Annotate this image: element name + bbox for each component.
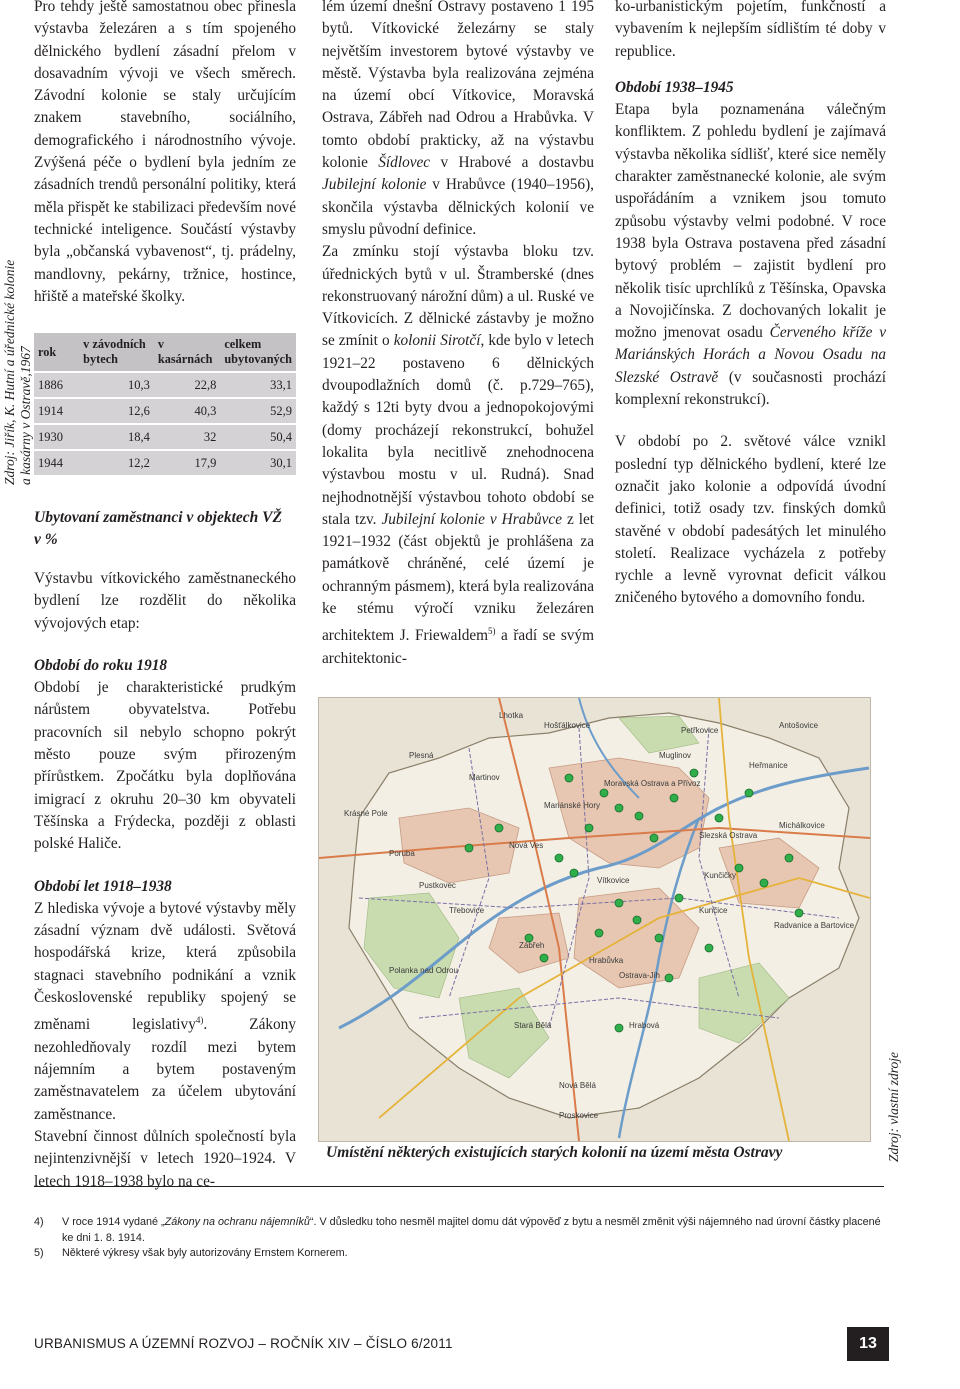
page-number: 13 xyxy=(847,1327,889,1361)
journal-footer: URBANISMUS A ÚZEMNÍ ROZVOJ – ROČNÍK XIV – ČÍSLO 6/2011 xyxy=(34,1336,453,1351)
colony-marker xyxy=(675,894,683,902)
map-label: Michálkovice xyxy=(779,821,825,830)
cell: 1944 xyxy=(34,450,79,475)
colony-marker xyxy=(795,909,803,917)
map-label: Pustkovec xyxy=(419,881,456,890)
colony-marker xyxy=(465,844,473,852)
colony-marker xyxy=(540,954,548,962)
col2-paragraph-1: lém území dnešní Ostravy postaveno 1 195 bytů. Vítkovické železárny se staly největším investorem bytové výstavby ve městě. Výstavba byla realizována zejména na území obcí Vítkovice, Moravská Ostrava, Zábřeh nad Odrou a Hrabůvka. V tomto období prakticky, až na výstavbu kolonie Šídlovec v Hrabové a dostavbu Jubilejní kolonie v Hrabůvce (1940–1956), skončila výstavba dělnických kolonií ve smyslu původní definice. xyxy=(322,0,594,238)
colony-marker xyxy=(715,814,723,822)
period2-text: Z hlediska vývoje a bytové výstavby měly zásadní význam dvě události. Světová hospodářská krize, která způsobila stagnaci stavebního podnikání a vznik Československé republiky spojený se změnami legislativy$^{4)}$. Zákony nezohledňovaly rozdíl mezi bytem nájemním a bytem postaveným zaměstnavatelem za účelem ubytování zaměstnance. xyxy=(34,899,296,1123)
map-label: Petřkovice xyxy=(681,726,719,735)
etapy-intro: Výstavbu vítkovického zaměstnaneckého bydlení lze rozdělit do několika vývojových etap: xyxy=(34,570,296,632)
colony-marker xyxy=(615,899,623,907)
col3-paragraph-3: V období po 2. světové válce vznikl poslední typ dělnického bydlení, které lze označit jako kolonie a odpovídá úvodní definici, totiž osady tzv. finských domků stavěné v období padesátých let minulého století. Realizace vycházela z potřeby rychle a levně vyrovnat deficit válkou zničeného bytového a domovního fondu. xyxy=(615,433,886,607)
colony-marker xyxy=(585,824,593,832)
period1-text: Období je charakteristické prudkým nárůstem obyvatelstva. Potřebu pracovních sil nebylo schopno pokrýt město pouze svým přirozeným přírůstkem. Zpočátku byla doplňována imigrací z okruhu 20–30 km obyvateli Těšínska a Frýdecka, později z oblasti polské Haliče. xyxy=(34,679,296,853)
table-caption: Ubytovaní zaměstnanci v objektech VŽ v % xyxy=(34,509,282,548)
colony-marker xyxy=(670,794,678,802)
column-2 xyxy=(322,0,594,670)
map-label: Mariánské Hory xyxy=(544,801,601,810)
col3-paragraph-1: ko-urbanistickým pojetím, funkčností a vybavením k nejlepším sídlištím té doby v republice. xyxy=(615,0,886,60)
colony-marker xyxy=(615,804,623,812)
header-barracks: v kasárnách xyxy=(154,333,220,372)
table-row xyxy=(34,424,296,450)
footnote-5: 5) Některé výkresy však byly autorizovány Ernstem Kornerem. xyxy=(34,1247,348,1259)
table-row xyxy=(34,372,296,398)
map-label: Martinov xyxy=(469,773,500,782)
map-label: Slezská Ostrava xyxy=(699,831,758,840)
colony-marker xyxy=(760,879,768,887)
header-company-flats: v závodních bytech xyxy=(79,333,154,372)
source-note-line2: a kasárny v Ostravě,1967 xyxy=(18,346,33,485)
map-label: Plesná xyxy=(409,751,434,760)
period3-heading: Období 1938–1945 xyxy=(615,78,734,96)
map-label: Antošovice xyxy=(779,721,819,730)
table-row xyxy=(34,398,296,424)
map-label: Poruba xyxy=(389,849,415,858)
map-label: Ostrava-Jih xyxy=(619,971,660,980)
colony-marker xyxy=(615,1024,623,1032)
map-caption: Umístění některých existujících starých kolonií na území města Ostravy xyxy=(326,1144,783,1161)
table-row xyxy=(34,450,296,475)
map-label: Zábřeh xyxy=(519,941,545,950)
colony-marker xyxy=(555,854,563,862)
colony-marker xyxy=(600,789,608,797)
cell: 12,2 xyxy=(79,450,154,475)
colony-marker xyxy=(705,944,713,952)
colony-marker xyxy=(655,934,663,942)
cell: 1914 xyxy=(34,398,79,424)
map-label: Vítkovice xyxy=(597,876,630,885)
map-graphic xyxy=(319,698,870,1141)
colony-marker xyxy=(635,812,643,820)
map-label: Lhotka xyxy=(499,711,524,720)
colony-marker xyxy=(595,929,603,937)
column-1 xyxy=(34,0,296,308)
period2-text-2: Stavební činnost důlních společností byla nejintenzivnější v letech 1920–1924. V letech 1918–1938 bylo na ce- xyxy=(34,1127,296,1190)
map-label: Kunčičky xyxy=(704,871,737,880)
colony-marker xyxy=(745,789,753,797)
colony-marker xyxy=(570,869,578,877)
map-label: Hrabová xyxy=(629,1021,660,1030)
map-label: Moravská Ostrava a Přívoz xyxy=(604,779,701,788)
cell: 1886 xyxy=(34,372,79,398)
map-label: Proskovice xyxy=(559,1111,599,1120)
column-3 xyxy=(615,0,886,610)
map-label: Polanka nad Odrou xyxy=(389,966,458,975)
map-label: Heřmanice xyxy=(749,761,788,770)
map-label: Třebovice xyxy=(449,906,485,915)
colony-marker xyxy=(565,774,573,782)
colony-marker xyxy=(495,824,503,832)
cell: 32 xyxy=(154,424,220,450)
cell: 1930 xyxy=(34,424,79,450)
cell: 17,9 xyxy=(154,450,220,475)
colony-marker xyxy=(633,916,641,924)
cell: 10,3 xyxy=(79,372,154,398)
map-label: Hošťálkovice xyxy=(544,721,591,730)
period2-heading: Období let 1918–1938 xyxy=(34,877,172,895)
colony-marker xyxy=(665,974,673,982)
cell: 50,4 xyxy=(220,424,296,450)
cell: 22,8 xyxy=(154,372,220,398)
cell: 18,4 xyxy=(79,424,154,450)
cell: 30,1 xyxy=(220,450,296,475)
map-label: Krásné Pole xyxy=(344,809,388,818)
column-1-lower xyxy=(34,568,296,1193)
period1-heading: Období do roku 1918 xyxy=(34,656,168,674)
cell: 12,6 xyxy=(79,398,154,424)
map-label: Nová Ves xyxy=(509,841,544,850)
colony-marker xyxy=(650,834,658,842)
intro-paragraph: Pro tehdy ještě samostatnou obec přinesla výstavba železáren a s tím spojeného dělnického bydlení zásadní přelom v dosavadním vývoji ve všech směrech. Závodní kolonie se staly určujícím znakem stavebního, sociálního, demografického i národnostního vývoje. Zvýšená péče o bydlení byla jedním ze zásadních trendů personální politiky, která měla přispět ke stabilizaci především nové technické inteligence. Součástí výstavby byla „občanská vybavenost“, tj. prádelny, mandlovny, pekárny, tržnice, hostince, hřiště a mateřské školky. xyxy=(34,0,296,305)
colony-marker xyxy=(690,769,698,777)
header-total: celkem ubytovaných xyxy=(220,333,296,372)
map-source-note: Zdroj: vlastní zdroje xyxy=(886,1051,901,1162)
table-source-note xyxy=(2,259,34,485)
header-year: rok xyxy=(34,333,79,372)
cell: 40,3 xyxy=(154,398,220,424)
employees-table xyxy=(34,333,296,475)
cell: 52,9 xyxy=(220,398,296,424)
colony-marker xyxy=(785,854,793,862)
map-label: Radvanice a Bartovice xyxy=(774,921,855,930)
colony-marker xyxy=(735,864,743,872)
map-label: Kunčice xyxy=(699,906,728,915)
footnotes xyxy=(34,1186,884,1262)
table-header-row xyxy=(34,333,296,372)
map-label: Hrabůvka xyxy=(589,956,624,965)
col2-paragraph-2: Za zmínku stojí výstavba bloku tzv. úřednických bytů v ul. Štramberské (dnes rekonstruovaný nárožní dům) a ul. Ruské ve Vítkovicích. Z dělnické zástavby je možno se zmínit o kolonii Sirotčí, kde bylo v letech 1921–22 postaveno 6 dělnických dvoupodlažních domů (č. p.729–765), každý s 12ti byty dvou a jednopokojovými (domy procházejí rekonstrukcí, bohužel lokalita byla necitlivě znehodnocena výstavbou mostu v ul. Rudná). Snad nejhodnotnější výstavbou tohoto období se stala tzv. Jubilejní kolonie v Hrabůvce z let 1921–1932 (část objektů je prohlášena za památkově chráněné, celé území je ochranným pásmem), která byla realizována ke stému výročí vzniku železáren architektem J. Friewaldem$^{5)}$ a řadí se svým architektonic- xyxy=(322,243,595,667)
col3-paragraph-2: Etapa byla poznamenána válečným konfliktem. Z pohledu bydlení je zajímavá výstavba několika sídlišť, které sice neměly charakter zaměstnanecké kolonie, ale svým uspořádáním a vznikem jsou tomuto způsobu výstavby velmi podobné. V roce 1938 byla Ostrava postavena před zásadní bytový problém – zajistit bydlení pro několik tisíc uprchlíků z Těšínska, Opavska a Novojičínska. Z dochovaných lokalit je možno jmenovat osadu Červeného kříže v Mariánských Horách a Novou Osadu na Slezské Ostravě (v současnosti prochází komplexní rekonstrukcí). xyxy=(615,101,886,409)
map-label: Stará Bělá xyxy=(514,1021,552,1030)
footnote-4: 4) V roce 1914 vydané „Zákony na ochranu nájemníků“. V důsledku toho nesměl majitel domu dát výpověď z bytu a nesměl změnit výši nájemného nad úrovní částky placené ke dni 1. 8. 1914. xyxy=(34,1216,881,1244)
map-label: Nová Bělá xyxy=(559,1081,596,1090)
ostrava-map xyxy=(318,697,871,1142)
map-label: Muglinov xyxy=(659,751,692,760)
source-note-line1: Zdroj: Jiřík, K. Hutní a úřednické kolonie xyxy=(2,259,17,485)
cell: 33,1 xyxy=(220,372,296,398)
